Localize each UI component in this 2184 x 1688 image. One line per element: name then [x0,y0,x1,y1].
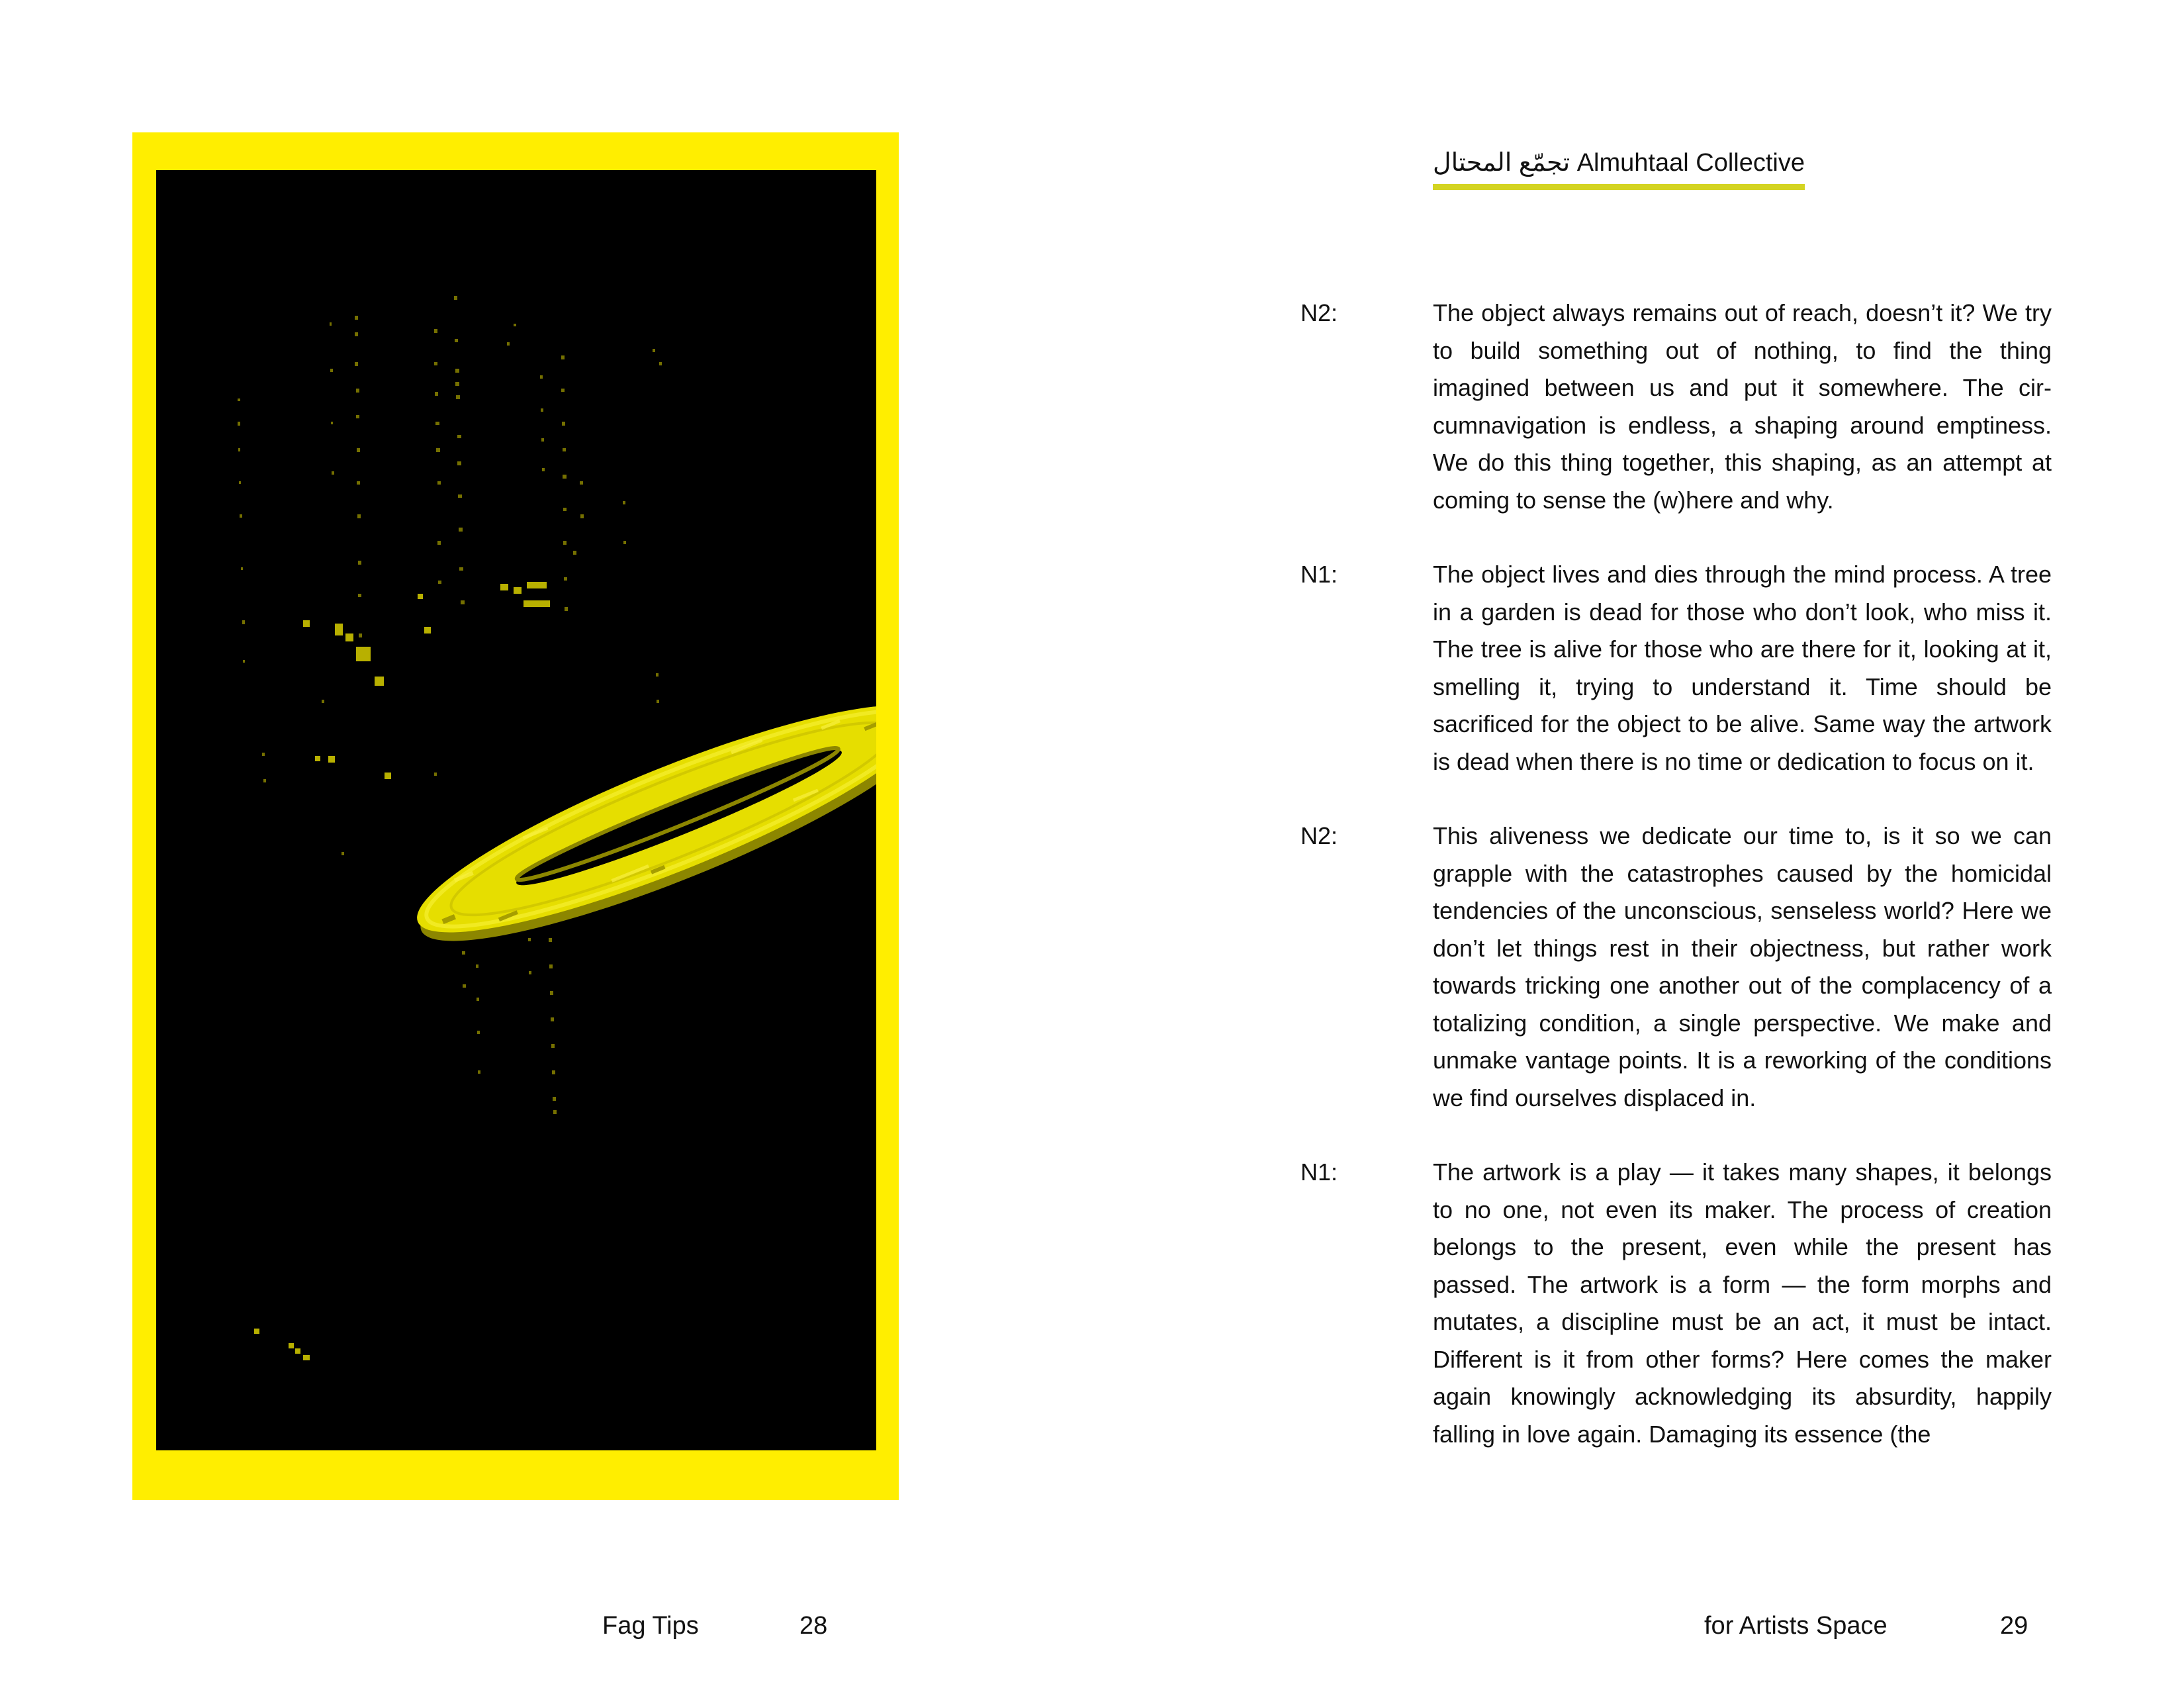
running-header: تجمّع المحتال Almuhtaal Collective [1433,144,1805,190]
footer-title-left: Fag Tips [602,1612,699,1640]
dialogue-entry [1300,295,2062,519]
page-number-left: 28 [799,1612,828,1640]
dialogue-entry [1300,556,2062,780]
ring-shape [398,668,876,978]
artwork-image-frame [132,132,899,1500]
speaker-label: N1: [1300,1158,1338,1186]
speech-text: The object lives and dies through the mind process. A tree in a garden is dead for those who don’t look, who miss it. The tree is alive for those who are there for it, looking at it, smelling it, trying to understand it. Time should be sacrificed for the object to be alive. Same way the artwork is dead when there is no time or dedication to focus on it. [1433,561,2052,775]
dialogue-entry [1300,818,2062,1117]
speech-text: The object always remains out of reach, doesn’t it? We try to build something out of nothing, to find the thing imagined between us and put it somewhere. The circumnavigation is endless, a shaping around emptiness. We do this thing together, this shaping, as an attempt at coming to sense the (w)here and why. [1433,299,2052,514]
dialogue-entry [1300,1154,2062,1453]
pixel-blocks [254,582,573,1360]
artwork-image [156,170,876,1450]
speech-text: The artwork is a play — it takes many shapes, it belongs to no one, not even its maker. The process of creation belongs to the present, even while the present has passed. The artwork is a form — the form morphs and mutates, a discipline must be an act, it must be intact. Different is it from other forms? Here comes the maker again knowingly acknowledging its absurdity, happily falling in love again. Damaging its essence (the [1433,1158,2052,1448]
speaker-label: N2: [1300,299,1338,326]
speaker-label: N1: [1300,561,1338,588]
right-page [1092,0,2184,1688]
page-number-right: 29 [2000,1612,2028,1640]
speaker-label: N2: [1300,822,1338,849]
yellow-ring-illustration [156,170,876,1450]
dialogue [1300,295,2062,1490]
footer-title-right: for Artists Space [1704,1612,1888,1640]
pixel-streaks [238,296,669,1114]
speech-text: This aliveness we dedicate our time to, is it so we can grapple with the catastrophes caused by the homicidal tendencies of the unconscious, senseless world? Here we don’t let things rest in their objectness, but rather work towards tricking one another out of the complacency of a totalizing condition, a single perspective. We make and unmake vantage points. It is a reworking of the conditions we find ourselves displaced in. [1433,822,2052,1111]
